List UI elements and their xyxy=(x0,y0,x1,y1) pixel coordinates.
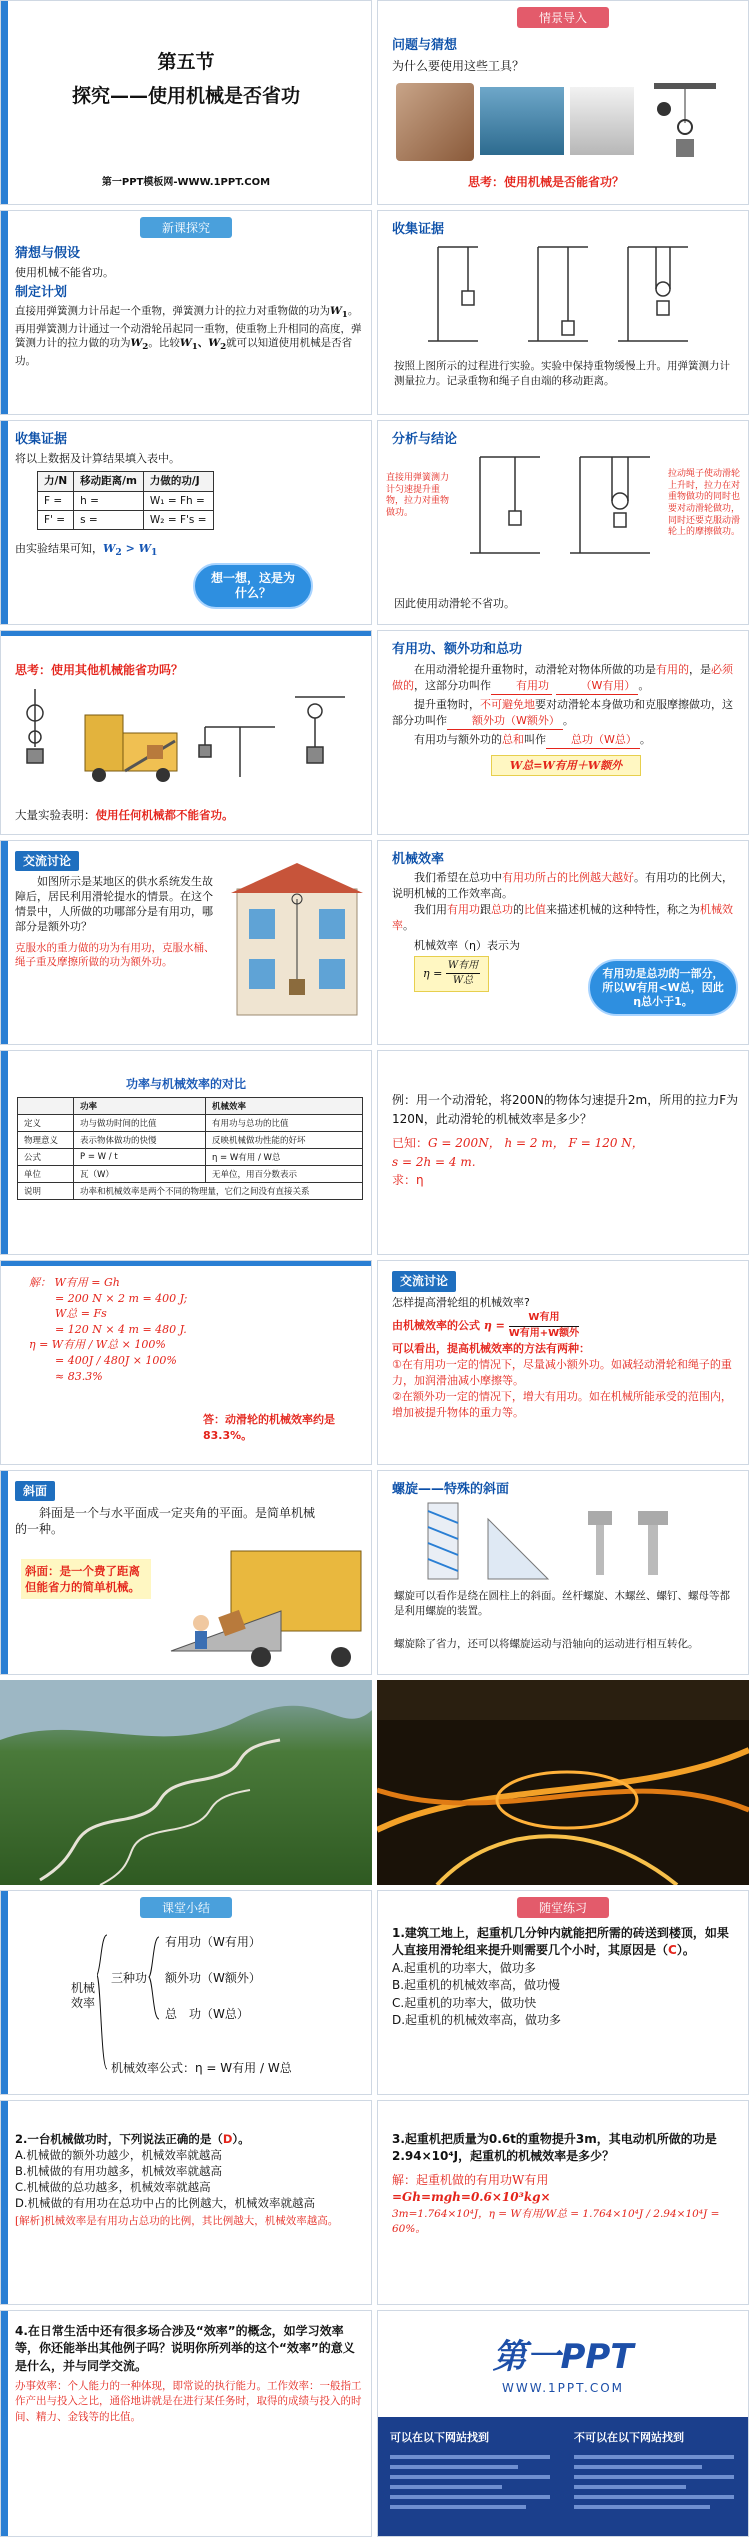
slide-analysis xyxy=(377,420,749,625)
incline-text: 斜面是一个与水平面成一定夹角的平面。是简单机械的一种。 xyxy=(15,1506,316,1537)
exercise-4-question: 4.在日常生活中还有很多场合涉及“效率”的概念，如学习效率等，你还能举出其他例子吗？说明你所列举的这个“效率”的意义是什么，并与同学交流。 xyxy=(15,2324,355,2373)
tag-incline: 斜面 xyxy=(15,1481,55,1501)
slide-mountain-road-photo xyxy=(0,1680,372,1885)
experiment-diagram xyxy=(418,241,718,351)
heading-screw: 螺旋——特殊的斜面 xyxy=(392,1482,510,1497)
brand-url: WWW.1PPT.COM xyxy=(501,2381,625,2395)
page-title: 探究——使用机械是否省功 xyxy=(71,85,300,107)
think-machines: 思考：使用其他机械能省功吗？ xyxy=(15,663,184,677)
example-find: 求：η xyxy=(392,1173,424,1188)
site-footer: 第一PPT模板网-WWW.1PPT.COM xyxy=(101,177,271,188)
slide-discussion-1 xyxy=(0,840,372,1045)
heading-analysis: 分析与结论 xyxy=(392,432,458,447)
efficiency-formula-label: 机械效率（η）表示为 xyxy=(414,938,520,952)
results-table xyxy=(37,471,214,530)
nutcracker-photo xyxy=(396,83,474,161)
efficiency-formula: η = $\frac{\text{W有用}}{\text{W总}}$ xyxy=(414,956,489,992)
example-known: 已知：G = 200N， h = 2 m， F = 120 N， xyxy=(392,1136,644,1151)
analysis-conclusion: 因此使用动滑轮不省功。 xyxy=(394,597,515,610)
results-conclusion: 由实验结果可知，$W_2 > W_1$ xyxy=(15,541,158,559)
slide-exercise-3 xyxy=(377,2100,749,2305)
brand-col2-lines xyxy=(574,2449,734,2515)
exercise-3-line-1: 解：起重机做的有用功W有用 xyxy=(392,2172,549,2187)
summary-formula: 机械效率公式：η = W有用 / W总 xyxy=(111,2061,292,2075)
efficiency-p2: 我们用有用功跟总功的比值来描述机械的这种特性，称之为机械效率。 xyxy=(392,902,733,932)
night-interchange-photo xyxy=(377,1680,749,1885)
right-note: 拉动绳子使动滑轮上升时，拉力在对重物做功的同时也要对动滑轮做功，同时还要克服动滑轮上的摩擦做功。 xyxy=(668,469,741,538)
rowing-photo xyxy=(480,87,564,155)
brand-col1-lines xyxy=(390,2449,550,2515)
slide-solution xyxy=(0,1260,372,1465)
brand-logo: 第一PPT xyxy=(492,2337,634,2377)
evidence-text: 按照上图所示的过程进行实验。实验中保持重物缓慢上升。用弹簧测力计测量拉力。记录重物和绳子自由端的移动距离。 xyxy=(394,360,730,387)
table-row: F = h = W₁ = Fh = xyxy=(38,491,214,510)
sol-line-2: = 200 N × 2 m = 400 J; xyxy=(55,1291,188,1305)
truck-ramp-illustration xyxy=(161,1541,366,1671)
crane-photo xyxy=(570,87,634,155)
option-d: D.起重机的机械效率高，做功多 xyxy=(392,2012,562,2027)
building-illustration xyxy=(227,859,367,1019)
efficiency-bubble: 有用功是总功的一部分，所以W有用<W总，因此η总小于1。 xyxy=(588,959,738,1016)
slide-evidence-1 xyxy=(377,210,749,415)
slide-screw xyxy=(377,1470,749,1675)
table-row: 公式 P = W / t η = W有用 / W总 xyxy=(18,1149,363,1166)
machines-illustration xyxy=(15,687,355,787)
slide-exercise-4 xyxy=(0,2310,372,2537)
option-b: B.起重机的机械效率高，做功慢 xyxy=(392,1978,561,1993)
slide-exercise-2 xyxy=(0,2100,372,2305)
sol-line-5: η = W有用 / W总 × 100% xyxy=(29,1338,166,1352)
slide-evidence-2 xyxy=(0,420,372,625)
summary-item-1: 有用功（W有用） xyxy=(165,1935,261,1949)
col-distance: 移动距离/m xyxy=(74,472,144,491)
improve-question: 怎样提高滑轮组的机械效率? xyxy=(392,1296,530,1310)
table-row: 说明 功率和机械效率是两个不同的物理量，它们之间没有直接关系 xyxy=(18,1183,363,1200)
slide-work-types xyxy=(377,630,749,835)
efficiency-p1: 我们希望在总功中有用功所占的比例越大越好。有用功的比例大，说明机械的工作效率高。 xyxy=(392,870,733,900)
option-a: A.起重机的功率大，做功多 xyxy=(392,1960,536,1975)
slide-title xyxy=(0,0,372,205)
table-row: 物理意义 表示物体做功的快慢 反映机械做功性能的好坏 xyxy=(18,1132,363,1149)
col-force: 力/N xyxy=(38,472,74,491)
screw-p1: 螺旋可以看作是绕在圆柱上的斜面。丝杆螺旋、木螺丝、螺钉、螺母等都是利用螺旋的装置。 xyxy=(394,1590,730,1617)
option-d: D.机械做的有用功在总功中占的比例越大，机械效率就越高 xyxy=(15,2196,316,2211)
solution-answer: 答：动滑轮的机械效率约是83.3%。 xyxy=(203,1413,335,1442)
summary-item-3: 总 功（W总） xyxy=(165,2007,249,2021)
example-question: 例：用一个动滑轮，将200N的物体匀速提升2m，所用的拉力F为120N，此动滑轮的机械效率是多少？ xyxy=(392,1093,739,1126)
ribbon-intro: 情景导入 xyxy=(517,7,609,28)
extra-work-text: 提升重物时，不可避免地要对动滑轮本身做功和克服摩擦做功，这部分功叫作 额外功（W额外） 。 xyxy=(392,697,740,730)
slide-think-machines xyxy=(0,630,372,835)
improve-methods: 可以看出，提高机械效率的方法有两种： xyxy=(392,1342,590,1356)
heading-plan: 制定计划 xyxy=(15,285,68,301)
slide-example xyxy=(377,1050,749,1255)
ribbon-new: 新课探究 xyxy=(140,217,232,238)
col-work: 力做的功/J xyxy=(143,472,213,491)
option-b: B.机械做的有用功越多，机械效率就越高 xyxy=(15,2164,223,2179)
option-c: C.起重机的功率大，做功快 xyxy=(392,1995,537,2010)
discussion-answer: 克服水的重力做的功为有用功，克服水桶、绳子重及摩擦所做的功为额外功。 xyxy=(15,941,215,968)
summary-brackets xyxy=(97,1929,177,2079)
summary-item-2: 额外功（W额外） xyxy=(165,1971,261,1985)
exercise-1-question: 1.建筑工地上，起重机几分钟内就能把所需的砖送到楼顶，如果人直接用滑轮组来提升则需要几个小时，其原因是（C）。 xyxy=(392,1926,729,1958)
table-row: 定义 功与做功时间的比值 有用功与总功的比值 xyxy=(18,1115,363,1132)
summary-branch: 三种功 xyxy=(111,1971,148,1985)
sol-line-7: ≈ 83.3% xyxy=(55,1369,103,1383)
exercise-3-line-2: =Gh=mgh=0.6×10³kg× xyxy=(392,2190,551,2205)
option-c: C.机械做的总功越多，机械效率就越高 xyxy=(15,2180,211,2195)
brand-col1-title: 可以在以下网站找到 xyxy=(390,2431,489,2444)
sol-line-1: 解： W有用 = Gh xyxy=(29,1276,120,1289)
improve-method-1: ①在有用功一定的情况下，尽量减小额外功。如减轻动滑轮和绳子的重力，加润滑油减小摩擦等。 xyxy=(392,1358,732,1388)
compare-table: 功率 机械效率 定义 功与做功时间的比值 有用功与总功的比值 物理意义 表示物体做功的快慢 反映机械做功性能的好坏 公式 P = W / t η = W有用 / W总 单位 瓦（W） 无单位，用百分数表示 说明 功率和机械效率是两个不同的物理量，它们之间没有直接关系 xyxy=(17,1097,363,1200)
machines-conclusion: 大量实验表明：使用任何机械都不能省功。 xyxy=(15,808,234,822)
exercise-3-question: 3.起重机把质量为0.6t的重物提升3m，其电动机所做的功是2.94×10⁴J，起重机的机械效率是多少？ xyxy=(392,2132,717,2164)
total-work-formula: W总=W有用＋W额外 xyxy=(491,755,641,777)
left-note: 直接用弹簧测力计匀速提升重物，拉力对重物做功。 xyxy=(386,473,450,519)
table-row: 单位 瓦（W） 无单位，用百分数表示 xyxy=(18,1166,363,1183)
tag-discussion-2: 交流讨论 xyxy=(392,1271,456,1292)
table-intro: 将以上数据及计算结果填入表中。 xyxy=(15,451,180,465)
slide-exercise-1 xyxy=(377,1890,749,2095)
heading-hypothesis: 猜想与假设 xyxy=(15,246,81,261)
option-a: A.机械做的额外功越少，机械效率就越高 xyxy=(15,2148,222,2163)
total-work-text: 有用功与额外功的总和叫作 总功（W总） 。 xyxy=(392,732,740,749)
exercise-2-explain: [解析]机械效率是有用功占总功的比例，其比例越大，机械效率越高。 xyxy=(15,2215,339,2228)
slide-summary xyxy=(0,1890,372,2095)
exercise-4-answer: 办事效率：个人能力的一种体现，即常说的执行能力。工作效率：一般指工作产出与投入之比，通俗地讲就是在进行某任务时，取得的成绩与投入的时间、精力、金钱等的比值。 xyxy=(15,2380,362,2423)
brand-col2-title: 不可以在以下网站找到 xyxy=(574,2431,684,2444)
example-known-2: s = 2h = 4 m. xyxy=(392,1154,476,1169)
slide-discussion-2 xyxy=(377,1260,749,1465)
slide-plan xyxy=(0,210,372,415)
tag-discussion: 交流讨论 xyxy=(15,851,79,871)
exercise-3-line-3: 3m=1.764×10⁴J，η = W有用/W总 = 1.764×10⁴J / 2.94×10⁴J = 60%。 xyxy=(392,2207,720,2235)
exercise-2-question: 2.一台机械做功时，下列说法正确的是（D）。 xyxy=(15,2132,250,2146)
slide-interchange-photo xyxy=(377,1680,749,1885)
sol-line-4: = 120 N × 4 m = 480 J. xyxy=(55,1322,187,1336)
think-question: 思考：使用机械是否能省功？ xyxy=(468,175,625,189)
summary-root: 机械效率 xyxy=(71,1981,96,2010)
table-row: F' = s = W₂ = F's = xyxy=(38,510,214,529)
question-text: 为什么要使用这些工具？ xyxy=(392,58,525,73)
incline-note: 斜面：是一个费了距离但能省力的简单机械。 xyxy=(21,1559,151,1599)
heading-question: 问题与猜想 xyxy=(392,38,458,53)
sol-line-3: W总 = Fs xyxy=(55,1307,107,1321)
useful-work-text: 在用动滑轮提升重物时，动滑轮对物体所做的功是有用的，是必须做的，这部分功叫作 有用功 （W有用） 。 xyxy=(392,662,740,695)
slide-intro xyxy=(377,0,749,205)
hypothesis-text: 使用机械不能省功。 xyxy=(15,265,114,279)
discussion-text: 如图所示是某地区的供水系统发生故障后，居民利用滑轮提水的情景。在这个情景中，人所做的功哪部分是有用功，哪部分是额外功？ xyxy=(15,875,213,933)
improve-formula: 由机械效率的公式 η = $\frac{\text{W有用}}{\text{W有用+W额外}}$ xyxy=(392,1312,580,1339)
heading-evidence: 收集证据 xyxy=(392,222,445,237)
screw-illustration xyxy=(408,1501,708,1581)
pulley-drawing xyxy=(646,79,724,163)
ribbon-summary: 课堂小结 xyxy=(140,1897,232,1918)
slide-compare xyxy=(0,1050,372,1255)
mountain-road-photo xyxy=(0,1680,372,1885)
screw-p2: 螺旋除了省力，还可以将螺旋运动与沿轴向的运动进行相互转化。 xyxy=(394,1638,699,1650)
compare-title: 功率与机械效率的对比 xyxy=(125,1077,246,1091)
section-number: 第五节 xyxy=(157,51,215,73)
sol-line-6: = 400J / 480J × 100% xyxy=(55,1354,177,1368)
heading-work-types: 有用功、额外功和总功 xyxy=(392,642,523,657)
heading-evidence-2: 收集证据 xyxy=(15,432,68,447)
slide-efficiency xyxy=(377,840,749,1045)
plan-text: 直接用弹簧测力计吊起一个重物，弹簧测力计的拉力对重物做的功为$W_1$。再用弹簧测力计通过一个动滑轮吊起同一重物，使重物上升相同的高度，弹簧测力计的拉力做的功为$W_2$。比较$W_1$、$W_2$就可以知道使用机械是否省功。 xyxy=(15,304,362,367)
slide-brand xyxy=(377,2310,749,2537)
heading-efficiency: 机械效率 xyxy=(392,852,445,867)
think-bubble: 想一想，这是为什么？ xyxy=(193,563,313,609)
ribbon-exercise: 随堂练习 xyxy=(517,1897,609,1918)
analysis-diagram xyxy=(460,451,660,561)
improve-method-2: ②在额外功一定的情况下，增大有用功。如在机械所能承受的范围内，增加被提升物体的重力等。 xyxy=(392,1390,732,1420)
slide-incline xyxy=(0,1470,372,1675)
